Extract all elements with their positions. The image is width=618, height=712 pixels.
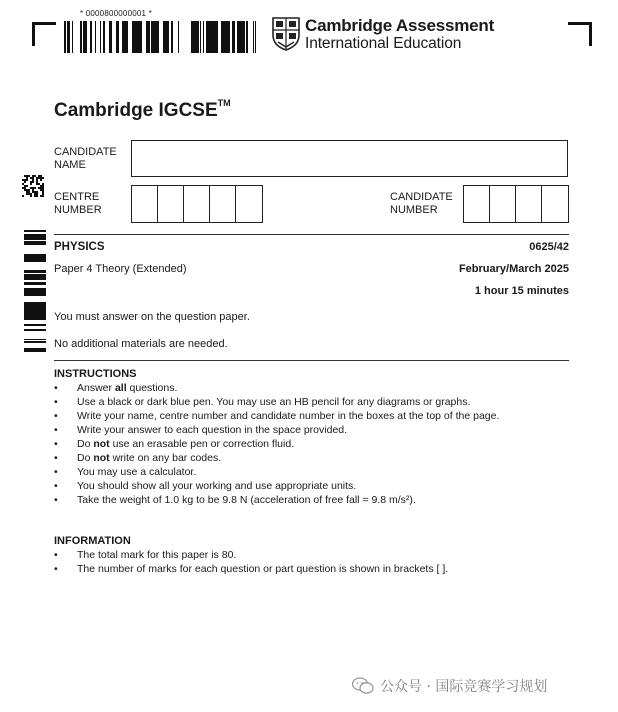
barcode-side: [24, 230, 46, 352]
centre-number-field[interactable]: [131, 185, 263, 223]
centre-digit-box[interactable]: [210, 186, 236, 222]
centre-number-label-line1: CENTRE: [54, 191, 100, 203]
divider-top: [54, 234, 569, 235]
trademark-mark: TM: [217, 98, 231, 108]
information-list: [54, 548, 448, 576]
barcode-top: [64, 21, 256, 53]
candidate-number-label-line1: CANDIDATE: [390, 191, 453, 203]
instruction-item: • Take the weight of 1.0 kg to be 9.8 N (acceleration of free fall = 9.8 m/s²).: [54, 493, 499, 507]
subject-name: PHYSICS: [54, 241, 105, 253]
cambridge-logo: [272, 17, 494, 53]
centre-digit-box[interactable]: [236, 186, 262, 222]
centre-number-label-line2: NUMBER: [54, 204, 102, 216]
centre-digit-box[interactable]: [158, 186, 184, 222]
shield-icon: [272, 17, 300, 51]
information-heading: INFORMATION: [54, 535, 131, 547]
instruction-item: • You may use a calculator.: [54, 465, 499, 479]
qualification-name: Cambridge IGCSE: [54, 100, 218, 121]
candidate-name-label-line2: NAME: [54, 159, 86, 171]
centre-number-label: [54, 191, 102, 217]
paper-title: Paper 4 Theory (Extended): [54, 263, 187, 275]
exam-session: February/March 2025: [458, 263, 569, 275]
instruction-item: • Write your name, centre number and candidate number in the boxes at the top of the page.: [54, 409, 499, 423]
candidate-number-label-line2: NUMBER: [390, 204, 438, 216]
centre-digit-box[interactable]: [132, 186, 158, 222]
qualification-title: [54, 100, 231, 122]
divider-bottom: [54, 360, 569, 361]
candidate-digit-box[interactable]: [490, 186, 516, 222]
candidate-number-label: [390, 191, 453, 217]
corner-mark-top-right: [568, 22, 592, 46]
instruction-item: • Do not use an erasable pen or correction fluid.: [54, 437, 499, 451]
syllabus-code: 0625/42: [529, 241, 569, 253]
information-item: • The number of marks for each question or part question is shown in brackets [ ].: [54, 562, 448, 576]
candidate-number-field[interactable]: [463, 185, 569, 223]
information-item: • The total mark for this paper is 80.: [54, 548, 448, 562]
logo-line-2: International Education: [305, 35, 462, 52]
instructions-heading: INSTRUCTIONS: [54, 368, 137, 380]
logo-line-1: Cambridge Assessment: [305, 16, 495, 35]
exam-duration: 1 hour 15 minutes: [474, 285, 569, 297]
watermark-text: 公众号 · 国际竞赛学习规划: [380, 679, 548, 695]
qr-code: [22, 175, 44, 197]
candidate-digit-box[interactable]: [542, 186, 568, 222]
instruction-item: • You should show all your working and use appropriate units.: [54, 479, 499, 493]
centre-digit-box[interactable]: [184, 186, 210, 222]
instruction-item: • Answer all questions.: [54, 381, 499, 395]
candidate-name-label-line1: CANDIDATE: [54, 146, 117, 158]
candidate-name-label: [54, 146, 117, 172]
serial-number: * 0000800000001 *: [80, 9, 152, 18]
wechat-icon: [352, 677, 374, 695]
candidate-digit-box[interactable]: [464, 186, 490, 222]
instruction-item: • Do not write on any bar codes.: [54, 451, 499, 465]
instructions-list: [54, 381, 499, 507]
corner-mark-top-left: [32, 22, 56, 46]
candidate-digit-box[interactable]: [516, 186, 542, 222]
wechat-watermark: [352, 676, 547, 696]
instruction-item: • Write your answer to each question in the space provided.: [54, 423, 499, 437]
answer-note: You must answer on the question paper.: [54, 311, 250, 323]
candidate-name-field[interactable]: [131, 140, 568, 177]
instruction-item: • Use a black or dark blue pen. You may use an HB pencil for any diagrams or graphs.: [54, 395, 499, 409]
materials-note: No additional materials are needed.: [54, 338, 228, 350]
